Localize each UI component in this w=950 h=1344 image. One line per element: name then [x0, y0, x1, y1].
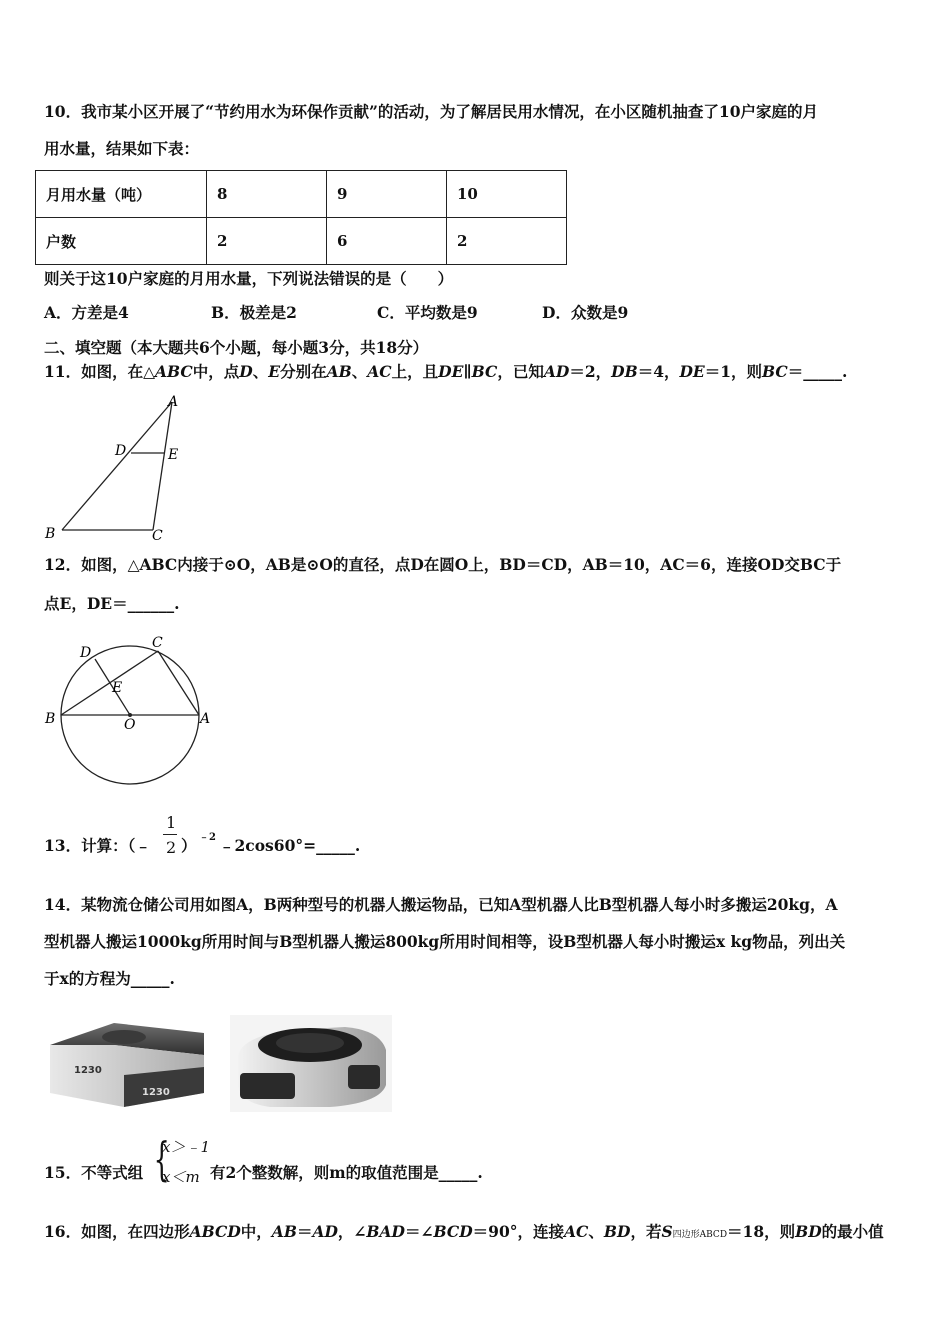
- text-span: AC: [564, 1222, 589, 1241]
- water-usage-table: [35, 170, 567, 265]
- table-cell: 8: [207, 171, 327, 218]
- robot-b-image: [230, 1015, 392, 1112]
- q15-ineq1: x＞﹣1: [162, 1138, 211, 1156]
- text-span: E: [268, 362, 281, 381]
- q11-triangle-figure: [40, 392, 200, 544]
- q14-line1: 14．某物流仓储公司用如图A，B两种型号的机器人搬运物品，已知A型机器人比B型机器人每小时多搬运20kg，A: [44, 895, 838, 914]
- text-span: ，若: [630, 1222, 662, 1241]
- text-span: ＝∠: [405, 1222, 434, 1241]
- table-cell: 户数: [36, 218, 207, 265]
- q13-prefix: 13．计算：（﹣: [44, 836, 151, 855]
- text-span: 上，且: [391, 362, 439, 381]
- text-span: ABCD: [189, 1222, 241, 1241]
- q10-option-b: B．极差是2: [211, 303, 297, 322]
- label-b: B: [45, 526, 56, 542]
- q11-text: [44, 364, 847, 380]
- text-span: ，已知: [497, 362, 544, 381]
- text-span: 16．如图，在四边形: [44, 1222, 190, 1241]
- q12-line2: 点E，DE＝______.: [44, 594, 180, 613]
- robot-label-1: 1230: [74, 1065, 102, 1076]
- text-span: ＝1，则: [704, 362, 763, 381]
- text-span: 、: [252, 362, 269, 381]
- label-e: E: [112, 680, 123, 696]
- brace-symbol: {: [153, 1132, 170, 1186]
- table-cell: 2: [447, 218, 567, 265]
- text-span: 、: [351, 362, 368, 381]
- fraction-bar: [163, 834, 177, 835]
- text-span: ，∠: [337, 1222, 367, 1241]
- q13-exponent: ﹣2: [199, 832, 216, 843]
- q13-close-paren: ）: [181, 836, 197, 855]
- text-span: ∥: [463, 362, 472, 381]
- text-span: AB: [326, 362, 352, 381]
- q10-question: 则关于这10户家庭的月用水量，下列说法错误的是（ ）: [44, 269, 454, 288]
- robot-top-inner: [276, 1033, 344, 1053]
- text-span: 、: [588, 1222, 604, 1241]
- q10-option-a: A．方差是4: [44, 303, 129, 322]
- robot-top-disc: [102, 1030, 146, 1044]
- text-span: AC: [367, 362, 392, 381]
- text-span: ＝_____.: [787, 362, 848, 381]
- text-span: 11．如图，在△: [44, 362, 155, 381]
- q10-line2: 用水量，结果如下表：: [44, 139, 200, 158]
- table-cell: 6: [327, 218, 447, 265]
- label-c: C: [152, 635, 163, 651]
- text-span: 中，: [240, 1222, 272, 1241]
- text-span: ＝90°，连接: [472, 1222, 564, 1241]
- text-span: BAD: [366, 1222, 405, 1241]
- robot-side-bumper: [348, 1065, 380, 1089]
- q15-ineq2: x＜m: [162, 1168, 200, 1186]
- fraction-numerator: 1: [166, 813, 177, 832]
- fraction-denominator: 2: [166, 838, 177, 857]
- text-span: BC: [471, 362, 498, 381]
- text-span: 的最小值: [821, 1222, 884, 1241]
- text-span: BC: [762, 362, 788, 381]
- q10-line1: 10．我市某小区开展了“节约用水为环保作贡献”的活动，为了解居民用水情况，在小区随机抽查了10户家庭的月: [44, 102, 818, 121]
- text-span: AD: [543, 362, 570, 381]
- text-span: DE: [679, 362, 705, 381]
- label-d: D: [115, 443, 127, 459]
- text-span: 中，点: [192, 362, 240, 381]
- q12-line1: 12．如图，△ABC内接于⊙O，AB是⊙O的直径，点D在圆O上，BD＝CD，AB＝10，AC＝6，连接OD交BC于: [44, 555, 842, 574]
- text-span: ABC: [155, 362, 193, 381]
- text-span: S: [661, 1222, 673, 1241]
- subscript-span: 四边形ABCD: [672, 1230, 728, 1240]
- table-row: [36, 171, 567, 218]
- text-span: AD: [312, 1222, 338, 1241]
- label-a: A: [200, 711, 211, 727]
- text-span: ＝: [296, 1222, 313, 1241]
- label-c: C: [152, 528, 163, 544]
- text-span: D: [239, 362, 253, 381]
- text-span: 分别在: [280, 362, 327, 381]
- text-span: ＝4，: [637, 362, 680, 381]
- chord-ac: [158, 651, 199, 715]
- q10-option-d: D．众数是9: [542, 303, 629, 322]
- table-row: [36, 218, 567, 265]
- text-span: BCD: [433, 1222, 473, 1241]
- text-span: ＝18，则: [727, 1222, 796, 1241]
- table-cell: 月用水量（吨）: [36, 171, 207, 218]
- text-span: AB: [271, 1222, 297, 1241]
- q15-suffix: 有2个整数解，则m的取值范围是_____.: [210, 1163, 483, 1182]
- text-span: BD: [603, 1222, 631, 1241]
- q12-circle-figure: [40, 630, 220, 790]
- q14-line3: 于x的方程为_____.: [44, 969, 175, 988]
- text-span: ＝2，: [569, 362, 612, 381]
- q16-text: [44, 1224, 884, 1240]
- label-e: E: [168, 447, 179, 463]
- q15-prefix: 15．不等式组: [44, 1163, 144, 1182]
- table-cell: 2: [207, 218, 327, 265]
- robot-label-2: 1230: [142, 1087, 170, 1098]
- robot-front-bumper: [240, 1073, 295, 1099]
- label-b: B: [45, 711, 56, 727]
- text-span: DB: [611, 362, 638, 381]
- q14-line2: 型机器人搬运1000kg所用时间与B型机器人搬运800kg所用时间相等，设B型机器人每小时搬运x kg物品，列出关: [44, 932, 846, 951]
- label-a: A: [168, 394, 179, 410]
- label-o: O: [124, 717, 136, 733]
- q13-rest: ﹣2cos60°=_____.: [219, 836, 361, 855]
- table-cell: 9: [327, 171, 447, 218]
- robot-a-image: [44, 1015, 209, 1110]
- section-heading: 二、填空题（本大题共6个小题，每小题3分，共18分）: [44, 338, 429, 357]
- table-cell: 10: [447, 171, 567, 218]
- text-span: BD: [795, 1222, 822, 1241]
- q10-option-c: C．平均数是9: [377, 303, 478, 322]
- text-span: DE: [438, 362, 464, 381]
- label-d: D: [80, 645, 92, 661]
